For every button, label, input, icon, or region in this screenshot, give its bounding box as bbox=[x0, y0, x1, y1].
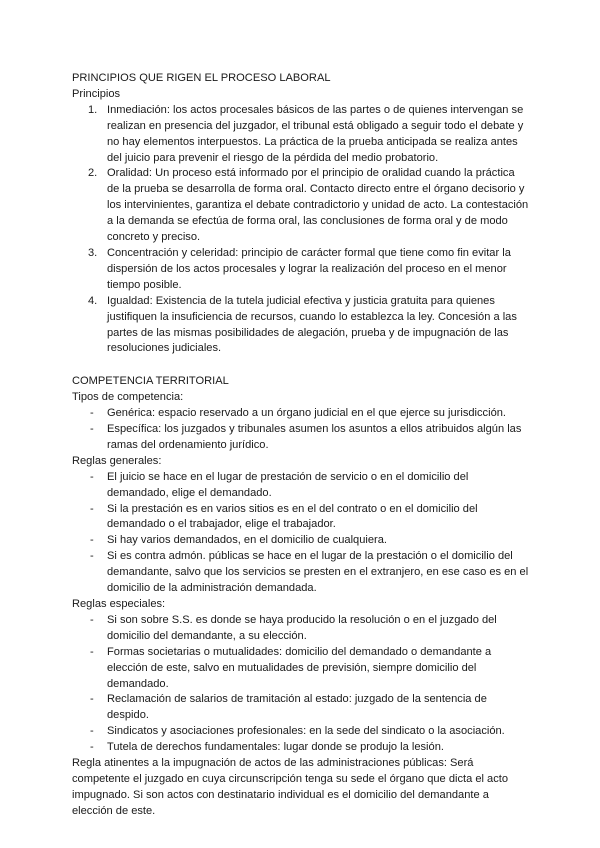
list-number: 2. bbox=[88, 167, 98, 180]
reglas-generales-list bbox=[72, 470, 530, 597]
list-item bbox=[72, 470, 530, 502]
list-item-text: Si son sobre S.S. es donde se haya producido la resolución o en el juzgado del domicilio del demandante, a su elección. bbox=[107, 613, 497, 642]
list-item-text: Específica: los juzgados y tribunales asumen los asuntos a ellos atribuidos algún las ramas del ordenamiento jurídico. bbox=[107, 423, 522, 451]
dash-bullet: - bbox=[90, 645, 94, 658]
dash-bullet: - bbox=[90, 613, 94, 626]
list-item-text: Genérica: espacio reservado a un órgano judicial en el que ejerce su jurisdicción. bbox=[107, 407, 506, 420]
subtitle-tipos: Tipos de competencia: bbox=[72, 391, 184, 404]
list-item bbox=[72, 533, 530, 549]
reglas-especiales-list bbox=[72, 613, 530, 756]
section-title-competencia: COMPETENCIA TERRITORIAL bbox=[72, 375, 229, 388]
list-item-text: Reclamación de salarios de tramitación al estado: juzgado de la sentencia de despido. bbox=[107, 693, 487, 722]
list-item bbox=[72, 740, 530, 756]
subtitle-reglas-especiales: Reglas especiales: bbox=[72, 598, 166, 610]
list-item-text: Tutela de derechos fundamentales: lugar donde se produjo la lesión. bbox=[107, 741, 444, 754]
dash-bullet: - bbox=[90, 693, 94, 706]
dash-bullet: - bbox=[90, 407, 94, 420]
list-number: 1. bbox=[88, 103, 98, 116]
principios-list bbox=[72, 103, 530, 358]
list-item bbox=[72, 166, 530, 246]
dash-bullet: - bbox=[90, 423, 94, 436]
list-item bbox=[72, 103, 530, 167]
list-number: 4. bbox=[88, 294, 98, 307]
list-item-text: Concentración y celeridad: principio de carácter formal que tiene como fin evitar la dispersión de los actos procesales y lograr la realización del proceso en el menor tiempo posible. bbox=[107, 246, 511, 291]
list-item-text: Sindicatos y asociaciones profesionales: en la sede del sindicato o la asociación. bbox=[107, 725, 505, 738]
dash-bullet: - bbox=[90, 550, 94, 563]
list-item bbox=[72, 613, 530, 645]
list-item bbox=[72, 422, 530, 454]
subtitle-reglas-generales: Reglas generales: bbox=[72, 454, 162, 467]
list-item-text: Si hay varios demandados, en el domicilio de cualquiera. bbox=[107, 534, 387, 547]
dash-bullet: - bbox=[90, 502, 94, 515]
list-item bbox=[72, 645, 530, 693]
list-item bbox=[72, 692, 530, 724]
list-number: 3. bbox=[88, 246, 98, 259]
list-item bbox=[72, 294, 530, 358]
list-item bbox=[72, 549, 530, 597]
dash-bullet: - bbox=[90, 741, 94, 754]
list-item-text: Si la prestación es en varios sitios es en el del contrato o en el domicilio del demandado o el trabajador, elige el trabajador. bbox=[107, 502, 478, 531]
section-title-principios: PRINCIPIOS QUE RIGEN EL PROCESO LABORAL bbox=[72, 72, 331, 84]
list-item bbox=[72, 724, 530, 740]
subtitle-principios: Principios bbox=[72, 87, 121, 100]
list-item bbox=[72, 246, 530, 294]
list-item-text: Oralidad: Un proceso está informado por el principio de oralidad cuando la práctica de la prueba se desarrolla de forma oral. Contacto directo entre el órgano decisorio y los intervinientes, garantiza el debate contradictorio y unidad de acto. La contestación a la demanda se efectúa de forma oral, las conclusiones de forma oral y de modo concreto y preciso. bbox=[107, 167, 529, 244]
list-item-text: El juicio se hace en el lugar de prestación de servicio o en el domicilio del demandado, elige el demandado. bbox=[107, 470, 469, 499]
dash-bullet: - bbox=[90, 470, 94, 483]
tipos-list bbox=[72, 406, 530, 454]
list-item-text: Inmediación: los actos procesales básicos de las partes o de quienes intervengan se realizan en presencia del juzgador, el tribunal está obligado a seguir todo el debate y no hay elementos interpuestos. La práctica de la prueba anticipada se realiza antes del juicio para prevenir el riesgo de la pérdida del medio probatorio. bbox=[107, 103, 524, 164]
list-item bbox=[72, 406, 530, 422]
list-item-text: Si es contra admón. públicas se hace en el lugar de la prestación o el domicilio del demandante, salvo que los servicios se presten en el extranjero, en ese caso es en el domicilio de la administración demandada. bbox=[107, 550, 529, 595]
list-item-text: Formas societarias o mutualidades: domicilio del demandado o demandante a elección de este, salvo en mutualidades de previsión, siempre domicilio del demandado. bbox=[107, 645, 492, 690]
document-page bbox=[72, 71, 530, 820]
dash-bullet: - bbox=[90, 725, 94, 738]
closing-paragraph: Regla atinentes a la impugnación de actos de las administraciones públicas: Será competente el juzgado en cuya circunscripción tenga su sede el órgano que dicta el acto impugnado. Si son actos con destinatario individual es el domicilio del demandante a elección de este. bbox=[72, 757, 509, 817]
list-item-text: Igualdad: Existencia de la tutela judicial efectiva y justicia gratuita para quienes justifiquen la insuficiencia de recursos, cuando lo establezca la ley. Concesión a las partes de las mismas posibilidades de alegación, prueba y de impugnación de las resoluciones judiciales. bbox=[107, 294, 517, 355]
dash-bullet: - bbox=[90, 534, 94, 547]
list-item bbox=[72, 502, 530, 534]
section-spacer bbox=[72, 357, 530, 374]
